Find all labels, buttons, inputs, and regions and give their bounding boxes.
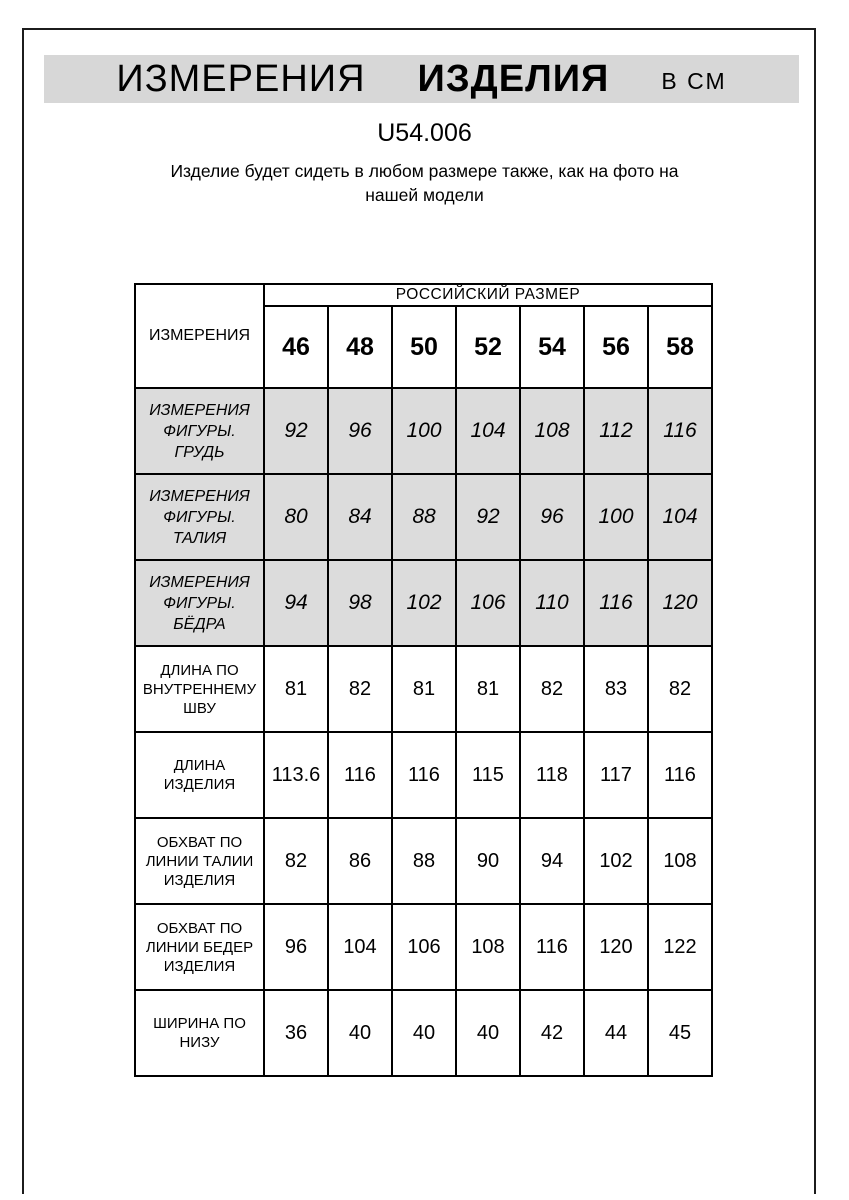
fit-description-line1: Изделие будет сидеть в любом размере также, как на фото на: [170, 161, 679, 181]
row-label: ИЗМЕРЕНИЯ ФИГУРЫ. ТАЛИЯ: [135, 474, 264, 560]
row-value: 122: [648, 904, 712, 990]
table-row: [135, 732, 712, 818]
row-label: ИЗМЕРЕНИЯ ФИГУРЫ. БЁДРА: [135, 560, 264, 646]
row-value: 98: [328, 560, 392, 646]
row-label: ИЗМЕРЕНИЯ ФИГУРЫ. ГРУДЬ: [135, 388, 264, 474]
page-title-units: В СМ: [661, 67, 727, 94]
row-label: ОБХВАТ ПО ЛИНИИ ТАЛИИ ИЗДЕЛИЯ: [135, 818, 264, 904]
size-header: 56: [584, 306, 648, 388]
table-row: [135, 560, 712, 646]
size-header: 48: [328, 306, 392, 388]
row-value: 115: [456, 732, 520, 818]
row-value: 96: [520, 474, 584, 560]
table-row: [135, 990, 712, 1076]
row-value: 36: [264, 990, 328, 1076]
row-value: 90: [456, 818, 520, 904]
row-value: 82: [520, 646, 584, 732]
size-header: 58: [648, 306, 712, 388]
row-value: 100: [584, 474, 648, 560]
row-value: 88: [392, 474, 456, 560]
row-value: 104: [328, 904, 392, 990]
row-value: 100: [392, 388, 456, 474]
group-header: РОССИЙСКИЙ РАЗМЕР: [264, 284, 712, 306]
row-value: 116: [520, 904, 584, 990]
table-row: [135, 474, 712, 560]
row-value: 83: [584, 646, 648, 732]
row-value: 40: [328, 990, 392, 1076]
size-table-body: [135, 388, 712, 1076]
row-value: 92: [456, 474, 520, 560]
row-value: 116: [392, 732, 456, 818]
row-value: 104: [456, 388, 520, 474]
row-value: 112: [584, 388, 648, 474]
table-row: [135, 388, 712, 474]
page-title-measurements: ИЗМЕРЕНИЯ: [116, 57, 366, 100]
row-value: 108: [520, 388, 584, 474]
size-table: [134, 283, 713, 1077]
row-value: 108: [648, 818, 712, 904]
size-header: 52: [456, 306, 520, 388]
table-row: [135, 646, 712, 732]
row-value: 82: [328, 646, 392, 732]
row-value: 113.6: [264, 732, 328, 818]
row-value: 40: [392, 990, 456, 1076]
row-value: 106: [456, 560, 520, 646]
row-value: 96: [264, 904, 328, 990]
row-value: 110: [520, 560, 584, 646]
row-value: 92: [264, 388, 328, 474]
row-value: 81: [456, 646, 520, 732]
row-value: 45: [648, 990, 712, 1076]
page-title-product: ИЗДЕЛИЯ: [417, 57, 610, 100]
row-value: 117: [584, 732, 648, 818]
size-header: 50: [392, 306, 456, 388]
row-value: 44: [584, 990, 648, 1076]
row-value: 86: [328, 818, 392, 904]
row-value: 118: [520, 732, 584, 818]
row-value: 94: [264, 560, 328, 646]
size-table-head: [135, 284, 712, 388]
row-value: 82: [648, 646, 712, 732]
size-header: 46: [264, 306, 328, 388]
row-value: 81: [264, 646, 328, 732]
row-value: 82: [264, 818, 328, 904]
row-value: 106: [392, 904, 456, 990]
row-value: 96: [328, 388, 392, 474]
row-value: 102: [584, 818, 648, 904]
row-label: ШИРИНА ПО НИЗУ: [135, 990, 264, 1076]
row-value: 120: [648, 560, 712, 646]
row-label: ДЛИНА ПО ВНУТРЕННЕМУ ШВУ: [135, 646, 264, 732]
table-row: [135, 818, 712, 904]
row-value: 116: [584, 560, 648, 646]
fit-description: [0, 159, 849, 207]
row-value: 81: [392, 646, 456, 732]
row-value: 102: [392, 560, 456, 646]
table-row: [135, 904, 712, 990]
row-value: 116: [648, 388, 712, 474]
row-value: 42: [520, 990, 584, 1076]
row-value: 116: [328, 732, 392, 818]
row-value: 108: [456, 904, 520, 990]
row-label: ДЛИНА ИЗДЕЛИЯ: [135, 732, 264, 818]
title-bar: [44, 55, 799, 103]
row-value: 116: [648, 732, 712, 818]
fit-description-line2: нашей модели: [365, 185, 484, 205]
row-value: 84: [328, 474, 392, 560]
row-value: 40: [456, 990, 520, 1076]
row-value: 80: [264, 474, 328, 560]
corner-label: ИЗМЕРЕНИЯ: [135, 284, 264, 388]
row-value: 120: [584, 904, 648, 990]
group-header-row: [135, 284, 712, 306]
row-value: 104: [648, 474, 712, 560]
row-value: 94: [520, 818, 584, 904]
size-header: 54: [520, 306, 584, 388]
row-value: 88: [392, 818, 456, 904]
product-code: U54.006: [377, 119, 472, 147]
row-label: ОБХВАТ ПО ЛИНИИ БЕДЕР ИЗДЕЛИЯ: [135, 904, 264, 990]
